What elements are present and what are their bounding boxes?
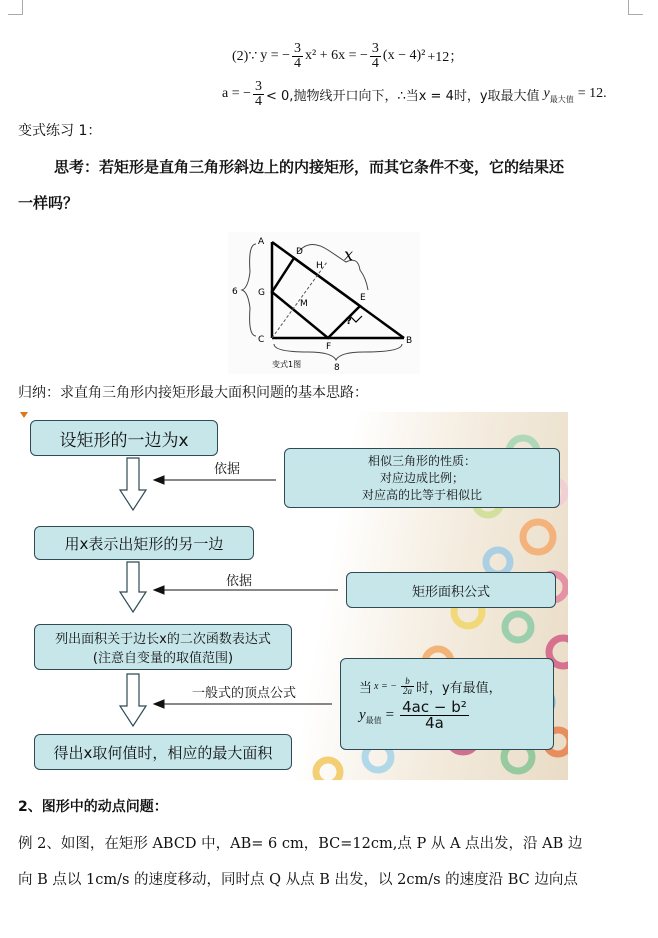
label-B: B bbox=[406, 336, 413, 346]
note-area-formula bbox=[346, 572, 556, 608]
vertex-condition: 当 x = − $\frac{b}{2a}$ 时，y有最值， bbox=[359, 676, 502, 696]
section-2-heading: 2、图形中的动点问题： bbox=[18, 799, 168, 815]
fraction-three-quarters: $\frac{3}{4}$ bbox=[294, 40, 302, 71]
max-value-fraction bbox=[400, 700, 469, 731]
example-2-line-1: 例 2、如图，在矩形 ABCD 中，AB= 6 cm，BC=12cm,点 P 从 A 点出发，沿 AB 边 bbox=[18, 836, 583, 852]
label-A: A bbox=[258, 237, 265, 247]
label-D: D bbox=[296, 247, 303, 257]
summary-text: 归纳：求直角三角形内接矩形最大面积问题的基本思路： bbox=[18, 385, 368, 401]
solution-prefix: (2)∵ bbox=[232, 48, 258, 64]
label-question: ? bbox=[346, 316, 352, 327]
note-2-label: 矩形面积公式 bbox=[411, 584, 490, 600]
note-3-num: 4ac − b² bbox=[402, 698, 467, 716]
exercise-heading: 变式练习 1： bbox=[18, 123, 102, 139]
figure-caption: 变式1图 bbox=[272, 360, 302, 369]
flow-step-4-label: 得出x取何值时，相应的最大面积 bbox=[53, 743, 273, 762]
vertex-formula: y 最值 = $\frac{\text{4ac − b²}}{4a}$ bbox=[359, 698, 467, 732]
geometry-figure bbox=[228, 232, 420, 374]
label-E: E bbox=[360, 293, 366, 303]
label-M: M bbox=[300, 299, 308, 309]
solution-line-1: (2)∵ y = − $\frac{3}{4}$ x² + 6x = − $\frac{3}{4}$ (x − 4)² +12； bbox=[232, 40, 464, 71]
label-x: x bbox=[344, 245, 354, 264]
note-3-y: y bbox=[359, 707, 366, 723]
left-arrow-3-icon bbox=[154, 700, 164, 708]
flowchart-panel bbox=[18, 412, 568, 780]
fraction-three-quarters-3: $\frac{3}{4}$ bbox=[255, 78, 263, 109]
solution-max-value: = 12. bbox=[577, 86, 607, 101]
think-question-line-2: 一样吗？ bbox=[18, 194, 79, 212]
basis-label-1: 依据 bbox=[214, 462, 241, 477]
label-G: G bbox=[258, 288, 265, 298]
solution-note: < 0,抛物线开口向下，∴当x = 4时，y取最大值 bbox=[266, 88, 540, 104]
think-question-line-1 bbox=[54, 156, 564, 177]
flow-step-3-label-1: 列出面积关于边长x的二次函数表达式 bbox=[55, 632, 271, 647]
left-arrow-2-icon bbox=[154, 586, 164, 594]
basis-label-2: 依据 bbox=[226, 574, 253, 589]
label-C: C bbox=[258, 335, 265, 345]
figure-background bbox=[228, 232, 420, 374]
think-label: 思考： bbox=[54, 158, 100, 176]
note-1-line-3: 对应高的比等于相似比 bbox=[361, 487, 482, 502]
basis-label-3: 一般式的顶点公式 bbox=[192, 686, 297, 701]
label-H: H bbox=[316, 261, 323, 271]
label-six: 6 bbox=[232, 287, 238, 297]
label-eight: 8 bbox=[334, 363, 340, 373]
flow-step-1-label: 设矩形的一边为x bbox=[59, 430, 189, 451]
solution-line-2: a = − $\frac{3}{4}$ < 0,抛物线开口向下，∴当x = 4时，y取最大值 y 最大值 = 12. bbox=[222, 78, 607, 109]
note-3-tail: 时，y有最值， bbox=[415, 681, 502, 696]
note-1-line-2: 对应边成比例； bbox=[379, 470, 464, 485]
note-3-when: 当 bbox=[359, 681, 373, 696]
fraction-b-over-2a: $\frac{b}{2a}$ bbox=[402, 676, 412, 696]
note-similar-triangles bbox=[284, 448, 560, 508]
page-corner-mark-left bbox=[8, 0, 23, 15]
fraction-three-quarters-2: $\frac{3}{4}$ bbox=[371, 40, 379, 71]
flow-step-2-label: 用x表示出矩形的另一边 bbox=[64, 534, 224, 553]
label-F: F bbox=[326, 342, 332, 352]
note-3-den: 4a bbox=[425, 714, 444, 732]
flow-step-3-label-2: (注意自变量的取值范围) bbox=[92, 651, 234, 666]
note-vertex-formula bbox=[340, 658, 554, 750]
think-text-1: 若矩形是直角三角形斜边上的内接矩形，而其它条件不变，它的结果还 bbox=[99, 158, 565, 176]
example-2-line-2: 向 B 点以 1cm/s 的速度移动，同时点 Q 从点 B 出发，以 2cm/s 的速度沿 BC 边向点 bbox=[18, 872, 578, 888]
note-1-line-1: 相似三角形的性质： bbox=[367, 453, 476, 468]
page-corner-mark-right bbox=[628, 0, 643, 15]
left-arrow-1-icon bbox=[154, 476, 164, 484]
note-3-sub: 最值 bbox=[365, 716, 382, 725]
solution-line-1-tail: +12； bbox=[427, 50, 464, 65]
